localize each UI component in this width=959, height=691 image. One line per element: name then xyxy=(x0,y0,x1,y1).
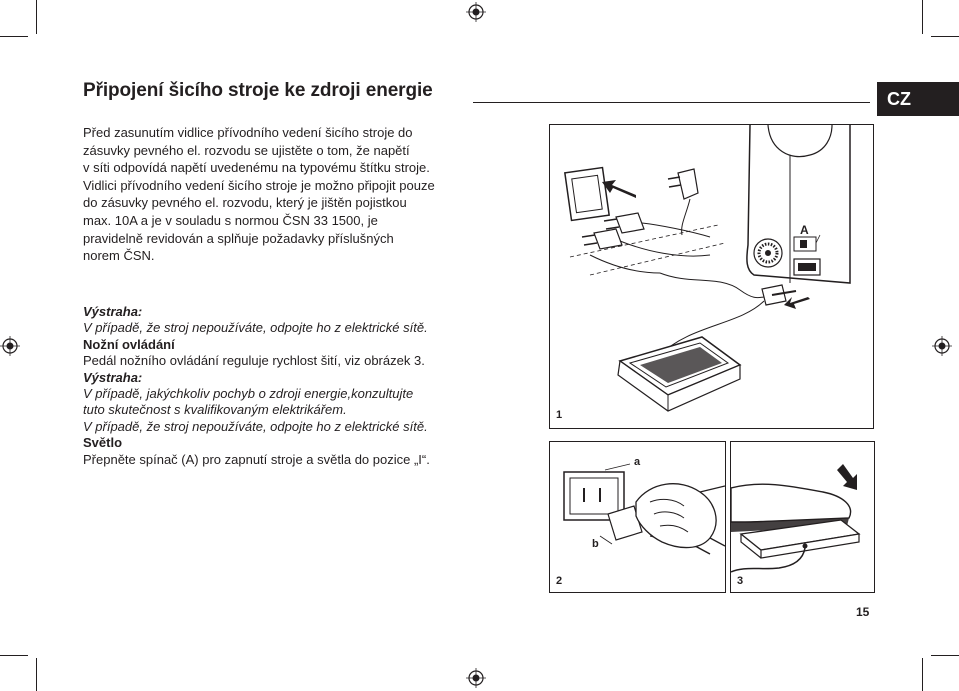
plug-callout-b: b xyxy=(592,538,599,550)
registration-mark-left-icon xyxy=(0,336,20,356)
language-tab-label: CZ xyxy=(887,88,911,109)
registration-mark-bottom-icon xyxy=(466,668,486,688)
outlet-callout-a: a xyxy=(634,456,641,468)
intro-line: Před zasunutím vidlice přívodního vedení šicího stroje do xyxy=(83,125,413,140)
crop-mark-right-bottom xyxy=(931,655,959,656)
figure-1-illustration xyxy=(550,125,873,428)
figure-1 xyxy=(549,124,874,429)
figure-3 xyxy=(730,441,875,593)
crop-mark-left-bottom xyxy=(0,655,28,656)
language-tab xyxy=(877,82,959,116)
crop-mark-right-top xyxy=(931,36,959,37)
light-heading: Světlo xyxy=(83,435,123,451)
intro-line: max. 10A a je v souladu s normou ČSN 33 1500, je xyxy=(83,212,378,228)
crop-mark-top-left xyxy=(36,0,37,34)
warning-text: V případě, že stroj nepoužíváte, odpojte ho z elektrické sítě. xyxy=(83,418,428,434)
figure-1-number: 1 xyxy=(556,409,563,421)
crop-mark-bottom-left xyxy=(36,658,37,691)
intro-line: do zásuvky pevného el. rozvodu, který je jištěn pojistkou xyxy=(83,195,407,211)
page-number: 15 xyxy=(856,605,870,619)
title-underline xyxy=(473,102,870,103)
intro-line: pravidelně revidován a splňuje požadavky příslušných xyxy=(83,230,394,246)
figure-2-number: 2 xyxy=(556,575,563,587)
intro-line: Vidlici přívodního vedení šicího stroje je možno připojit pouze xyxy=(83,177,435,193)
figure-3-number: 3 xyxy=(737,575,744,587)
foot-control-heading: Nožní ovládání xyxy=(83,336,175,352)
crop-mark-bottom-right xyxy=(922,658,923,691)
foot-control-text: Pedál nožního ovládání reguluje rychlost šití, viz obrázek 3. xyxy=(83,353,425,369)
figure-3-illustration xyxy=(731,442,874,592)
intro-paragraph xyxy=(83,124,463,265)
crop-mark-left-top xyxy=(0,36,28,37)
registration-mark-top-icon xyxy=(466,2,486,22)
figure-2 xyxy=(549,441,726,593)
warning-heading: Výstraha: xyxy=(83,304,143,319)
light-text: Přepněte spínač (A) pro zapnutí stroje a světla do pozice „I“. xyxy=(83,451,430,467)
warning-text: V případě, že stroj nepoužíváte, odpojte ho z elektrické sítě. xyxy=(83,320,428,336)
warning-text: tuto skutečnost s kvalifikovaným elektrikářem. xyxy=(83,402,347,418)
intro-line: zásuvky pevného el. rozvodu se ujistěte o tom, že napětí xyxy=(83,142,410,158)
registration-mark-right-icon xyxy=(932,336,952,356)
page-title: Připojení šicího stroje ke zdroji energie xyxy=(83,80,433,101)
switch-callout-a: A xyxy=(800,223,809,237)
warning-text: V případě, jakýchkoliv pochyb o zdroji energie,konzultujte xyxy=(83,386,414,402)
intro-line: norem ČSN. xyxy=(83,248,155,264)
intro-line: v síti odpovídá napětí uvedenému na typovému štítku stroje. xyxy=(83,160,430,176)
warning-heading: Výstraha: xyxy=(83,369,143,385)
notes-section xyxy=(83,304,483,468)
crop-mark-top-right xyxy=(922,0,923,34)
